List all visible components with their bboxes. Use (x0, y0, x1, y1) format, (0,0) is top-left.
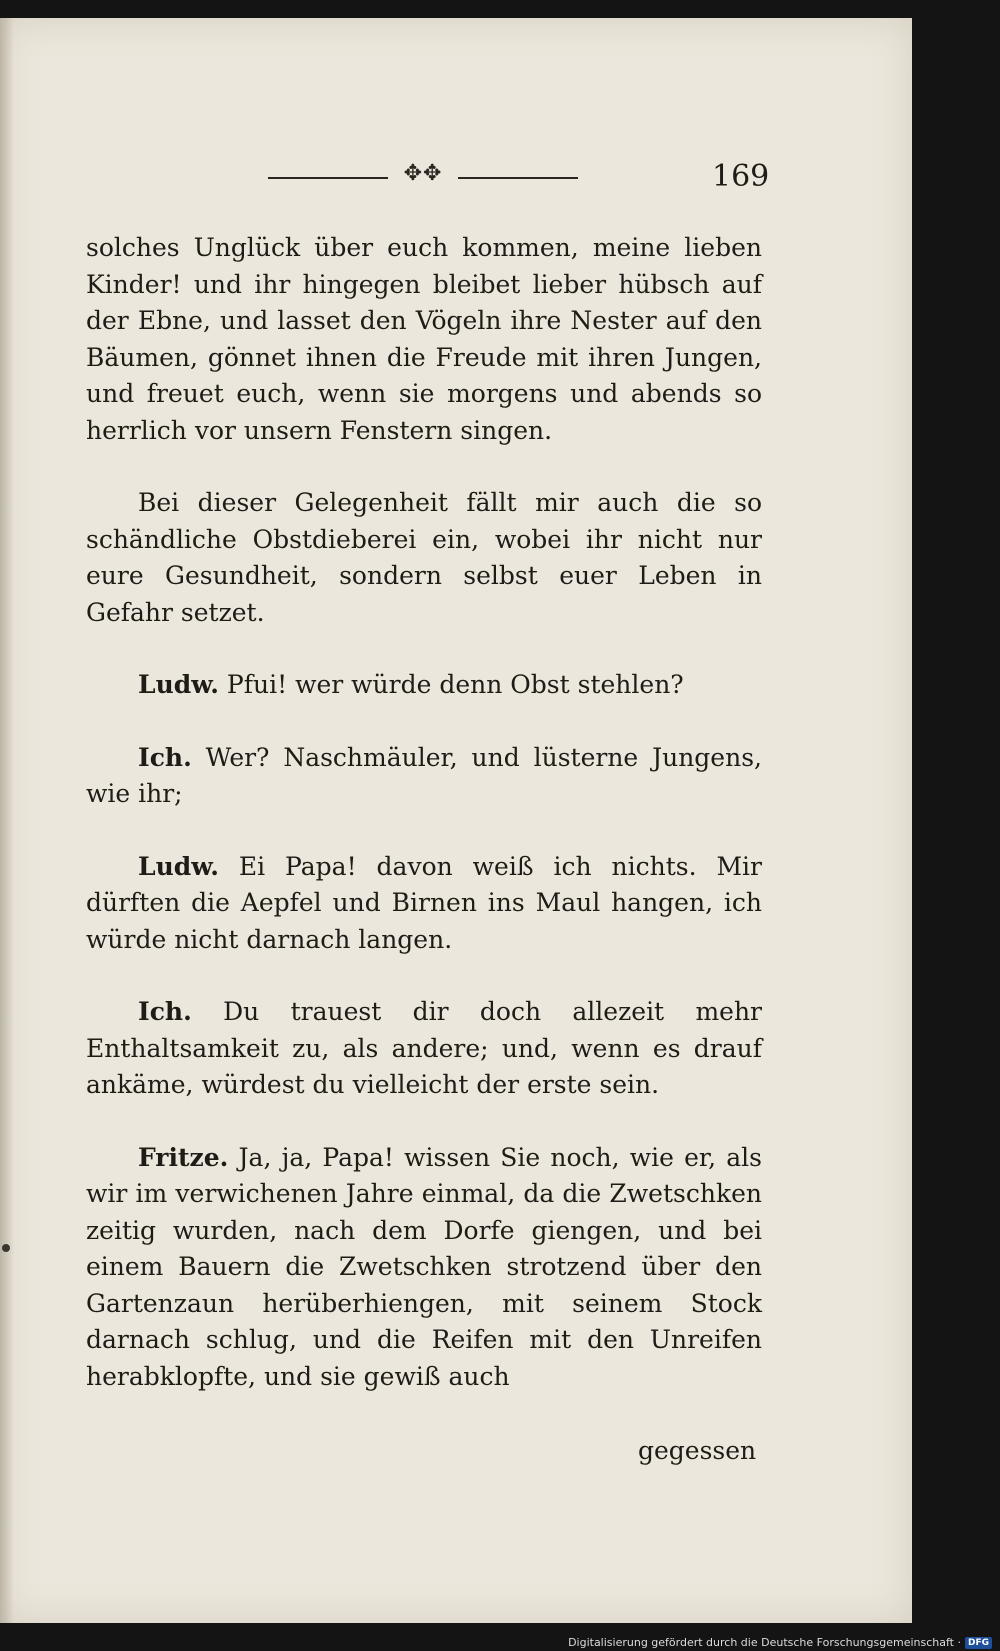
header-ornament (268, 163, 578, 193)
credit-text: Digitalisierung gefördert durch die Deutsche Forschungsgemeinschaft · (568, 1636, 961, 1649)
speaker-label: Ludw. (138, 670, 219, 699)
ornament-flourish-icon: ✥✥ (403, 161, 443, 186)
speaker-label: Fritze. (138, 1142, 229, 1172)
paragraph (86, 740, 762, 813)
dfg-logo-icon: DFG (965, 1637, 992, 1649)
paragraph-text: Du trauest dir doch allezeit mehr Enthaltsamkeit zu, als andere; und, wenn es drauf ankäme, würdest du vielleicht der erste sein. (86, 997, 762, 1099)
paragraph (86, 485, 762, 631)
ornament-rule-right (458, 177, 578, 179)
book-page (0, 18, 912, 1623)
paragraph-text: Ja, ja, Papa! wissen Sie noch, wie er, als wir im verwichenen Jahre einmal, da die Zwetschken zeitig wurden, nach dem Dorfe giengen, und bei einem Bauern die Zwetschken strotzend über den Gartenzaun herüberhiengen, mit seinem Stock darnach schlug, und die Reifen mit den Unreifen herabklopfte, und sie gewiß auch (86, 1142, 762, 1391)
speaker-label: Ludw. (138, 851, 219, 881)
paragraph-text: Wer? Naschmäuler, und lüsterne Jungens, wie ihr; (86, 742, 762, 808)
paragraph (86, 994, 762, 1104)
page-header (0, 153, 912, 203)
paragraph-text: Bei dieser Gelegenheit fällt mir auch die so schändliche Obstdieberei ein, wobei ihr nicht nur eure Gesundheit, sondern selbst euer Leben in Gefahr setzet. (86, 488, 762, 627)
margin-mark (2, 1244, 10, 1252)
paragraph (86, 667, 762, 704)
catchword: gegessen (638, 1436, 757, 1465)
page-number: 169 (712, 159, 770, 194)
paragraph-text: Ei Papa! davon weiß ich nichts. Mir dürften die Aepfel und Birnen ins Maul hangen, ich würde nicht darnach langen. (86, 851, 762, 954)
digitization-credit (568, 1636, 992, 1649)
paragraph (86, 1140, 762, 1396)
paragraph (86, 849, 762, 959)
ornament-rule-left (268, 177, 388, 179)
body-text (86, 230, 762, 1431)
paragraph (86, 230, 762, 449)
speaker-label: Ich. (138, 742, 192, 772)
page-edge-shadow (0, 18, 14, 1623)
paragraph-text: solches Unglück über euch kommen, meine lieben Kinder! und ihr hingegen bleibet lieber hübsch auf der Ebne, und lasset den Vögeln ihre Nester auf den Bäumen, gönnet ihnen die Freude mit ihren Jungen, und freuet euch, wenn sie morgens und abends so herrlich vor unsern Fenstern singen. (86, 233, 762, 445)
paragraph-text: Pfui! wer würde denn Obst stehlen? (226, 670, 684, 699)
speaker-label: Ich. (138, 997, 192, 1026)
